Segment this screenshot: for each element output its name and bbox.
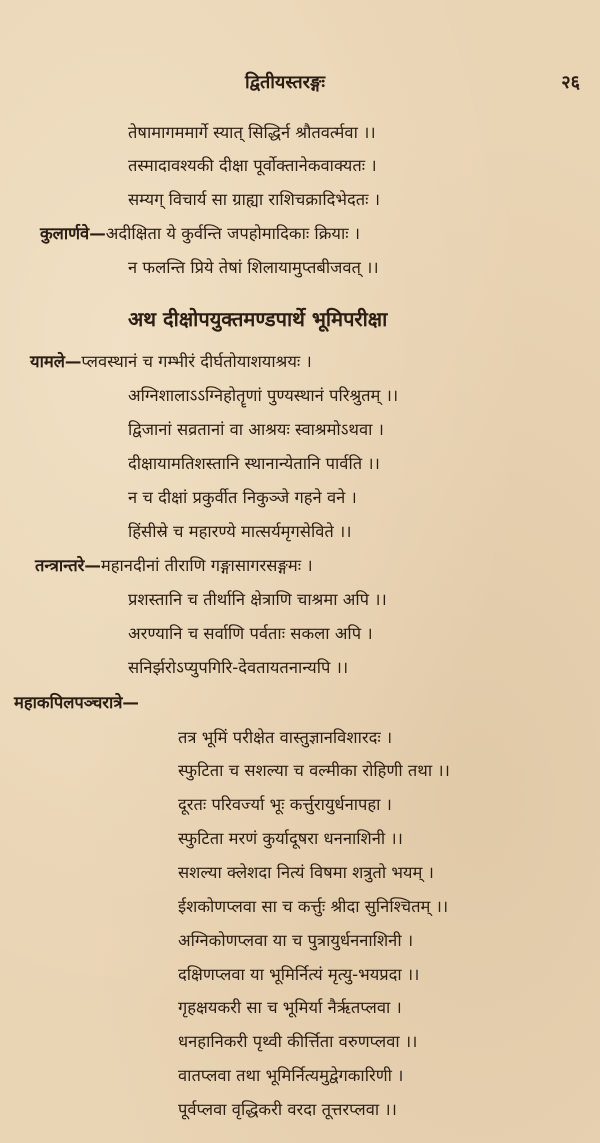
page-number: २६	[561, 72, 580, 93]
verse-line: वातप्लवा तथा भूमिर्नित्यमुद्वेगकारिणी ।	[178, 1066, 404, 1085]
verse-line: दक्षिणप्लवा या भूमिर्नित्यं मृत्यु-भयप्रदा ।।	[178, 965, 420, 984]
source-label: कुलार्णवे—	[40, 224, 106, 243]
source-label: महाकपिलपञ्चरात्रे—	[14, 693, 139, 712]
source-label-line	[14, 692, 139, 714]
verse-line: सनिर्झरोऽप्युपगिरि-देवतायतनान्यपि ।।	[128, 658, 349, 677]
verse-line: न फलन्ति प्रिये तेषां शिलायामुप्तबीजवत् ।।	[128, 258, 379, 277]
verse-line-with-source	[30, 351, 312, 373]
verse-line: दीक्षायामतिशस्तानि स्थानान्येतानि पार्वति ।।	[128, 454, 380, 473]
verse-line: द्विजानां सव्रतानां वा आश्रयः स्वाश्रमोऽथवा ।	[128, 420, 384, 439]
verse-line: अग्निकोणप्लवा या च पुत्रायुर्धननाशिनी ।	[178, 931, 414, 950]
verse-line: ईशकोणप्लवा सा च कर्त्तुः श्रीदा सुनिश्चितम् ।।	[178, 897, 449, 916]
verse-line: अग्निशालाऽऽग्निहोतॄणां पुण्यस्थानं परिश्रुतम् ।।	[128, 386, 399, 405]
verse-line: सशल्या क्लेशदा नित्यं विषमा शत्रुतो भयम् ।	[178, 863, 434, 882]
verse-line-with-source	[40, 223, 360, 245]
verse-line: अरण्यानि च सर्वाणि पर्वताः सकला अपि ।	[128, 624, 373, 643]
verse-line: सम्यग् विचार्य सा ग्राह्या राशिचक्रादिभेदतः ।	[128, 190, 380, 209]
verse-line: तेषामागममार्गे स्यात् सिद्धिर्न श्रौतवर्त्मवा ।।	[128, 123, 376, 142]
verse-line-with-source	[35, 555, 313, 577]
source-label: तन्त्रान्तरे—	[35, 556, 101, 575]
verse-line: स्फुटिता च सशल्या च वल्मीका रोहिणी तथा ।।	[178, 761, 450, 780]
verse-line: न च दीक्षां प्रकुर्वीत निकुञ्जे गहने वने ।	[128, 488, 357, 507]
verse-line: गृहक्षयकरी सा च भूमिर्या नैर्ऋतप्लवा ।	[178, 998, 402, 1017]
verse-text: प्लवस्थानं च गम्भीरं दीर्घतोयाशयाश्रयः ।	[81, 352, 312, 371]
verse-line: तस्मादावश्यकी दीक्षा पूर्वोक्तानेकवाक्यतः ।	[128, 156, 377, 175]
running-head	[0, 70, 600, 96]
verse-line: पूर्वप्लवा वृद्धिकरी वरदा तूत्तरप्लवा ।।	[178, 1100, 397, 1119]
verse-line: प्रशस्तानि च तीर्थानि क्षेत्राणि चाश्रमा अपि ।।	[128, 590, 387, 609]
verse-line: हिंसीस्रे च महारण्ये मात्सर्यमृगसेविते ।।	[128, 522, 352, 541]
verse-line: दूरतः परिवर्ज्या भूः कर्त्तुरायुर्धनापहा ।	[178, 795, 392, 814]
chapter-title: द्वितीयस्तरङ्गः	[245, 72, 326, 93]
section-heading: अथ दीक्षोपयुक्तमण्डपार्थे भूमिपरीक्षा	[128, 307, 388, 331]
source-label: यामले—	[30, 352, 82, 371]
verse-text: महानदीनां तीराणि गङ्गासागरसङ्गमः ।	[100, 556, 313, 575]
verse-line: स्फुटिता मरणं कुर्यादूषरा धननाशिनी ।।	[178, 829, 403, 848]
verse-line: तत्र भूमिं परीक्षेत वास्तुज्ञानविशारदः ।	[178, 728, 393, 747]
verse-text: अदीक्षिता ये कुर्वन्ति जपहोमादिकाः क्रियाः ।	[105, 224, 361, 243]
verse-line: धनहानिकरी पृथ्वी कीर्त्तिता वरुणप्लवा ।।	[178, 1032, 418, 1051]
